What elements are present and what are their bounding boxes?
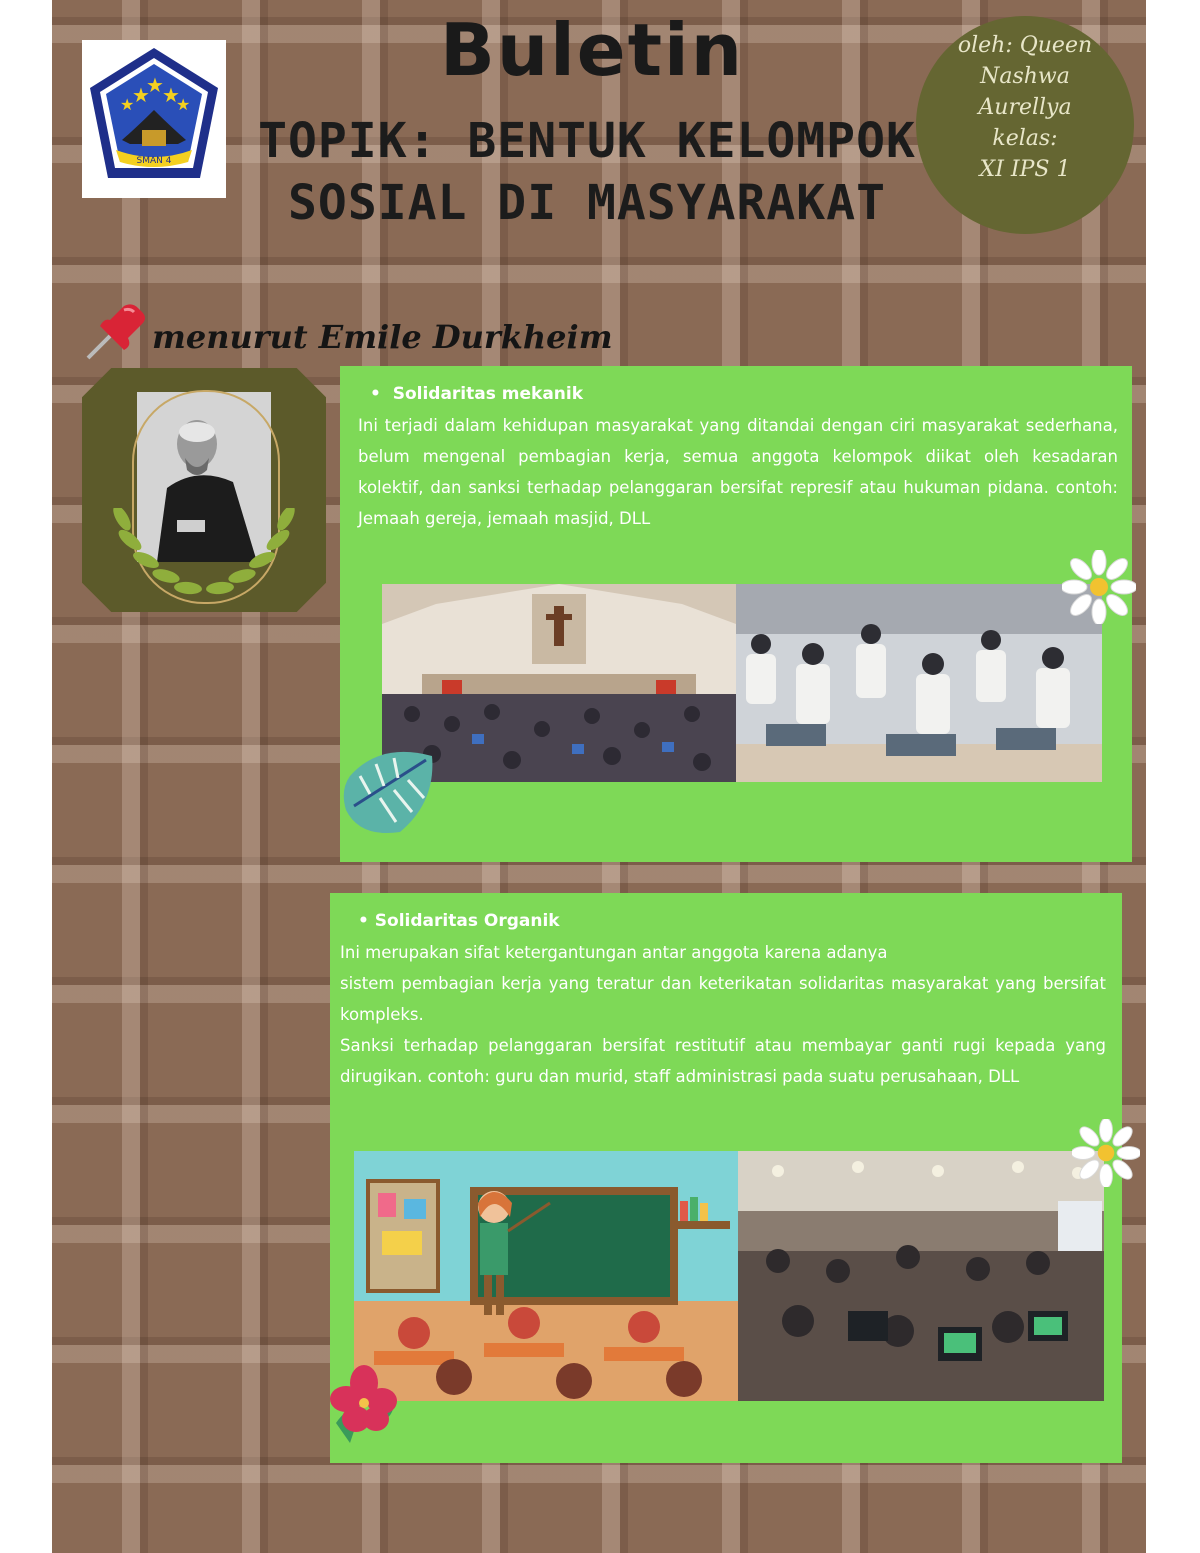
- card-title: Solidaritas mekanik: [392, 384, 584, 404]
- author-line: Nashwa: [980, 64, 1070, 89]
- bulletin-page: [52, 0, 1146, 1553]
- bullet-icon: •: [358, 911, 375, 931]
- card-title-wrap: [358, 911, 560, 931]
- author-line: oleh: Queen: [957, 33, 1093, 58]
- daisy-flower-icon: [1062, 550, 1136, 624]
- logo-ribbon-text: SMAN 4: [136, 156, 172, 166]
- card-solidaritas-organik: [330, 893, 1122, 1463]
- card-title: Solidaritas Organik: [374, 911, 560, 931]
- author-line: kelas:: [992, 126, 1058, 151]
- svg-text:★: ★: [146, 73, 164, 97]
- card-body: Ini terjadi dalam kehidupan masyarakat yang ditandai dengan ciri masyarakat sederhana, belum mengenal pembagian kerja, semua anggota kelompok diikat oleh kesadaran kolektif, dan sanksi terhadap pelanggaran bersifat represif atau hukuman pidana. contoh: Jemaah gereja, jemaah masjid, DLL: [358, 416, 1118, 528]
- mosque-congregation-photo: [736, 584, 1102, 782]
- daisy-flower-icon: [1072, 1119, 1140, 1187]
- card-body: [340, 937, 1106, 1092]
- portrait-frame: [82, 368, 326, 612]
- svg-text:★: ★: [176, 95, 191, 114]
- card-body-line: Sanksi terhadap pelanggaran bersifat restitutif atau membayar ganti rugi kepada yang dirugikan. contoh: guru dan murid, staff administrasi pada suatu perusahaan, DLL: [340, 1036, 1106, 1086]
- svg-text:★: ★: [162, 83, 180, 107]
- section-heading: menurut Emile Durkheim: [152, 318, 613, 356]
- author-badge: [916, 16, 1134, 234]
- topic-line-2: SOSIAL DI MASYARAKAT: [288, 175, 886, 231]
- svg-text:★: ★: [120, 95, 135, 114]
- laurel-wreath-icon: [102, 508, 306, 608]
- svg-text:★: ★: [132, 83, 150, 107]
- school-logo: [82, 40, 226, 198]
- classroom-illustration: [354, 1151, 738, 1401]
- topic-line-1: TOPIK: BENTUK KELOMPOK: [258, 113, 916, 169]
- bullet-icon: •: [370, 384, 393, 404]
- bulletin-title: Buletin: [439, 8, 744, 92]
- pushpin-icon: [80, 300, 150, 364]
- card-title-wrap: [370, 384, 583, 404]
- monstera-leaf-icon: [340, 746, 440, 842]
- hibiscus-flower-icon: [330, 1353, 400, 1449]
- card-solidaritas-mekanik: [340, 366, 1132, 862]
- author-text: [916, 30, 1134, 185]
- author-line: Aurellya: [978, 95, 1072, 120]
- author-line: XI IPS 1: [979, 157, 1071, 182]
- card-body-line: Ini merupakan sifat ketergantungan antar anggota karena adanya: [340, 943, 888, 962]
- topic-heading: [242, 110, 932, 234]
- office-training-photo: [738, 1151, 1104, 1401]
- card-body-line: sistem pembagian kerja yang teratur dan keterikatan solidaritas masyarakat yang bersifat kompleks.: [340, 974, 1106, 1024]
